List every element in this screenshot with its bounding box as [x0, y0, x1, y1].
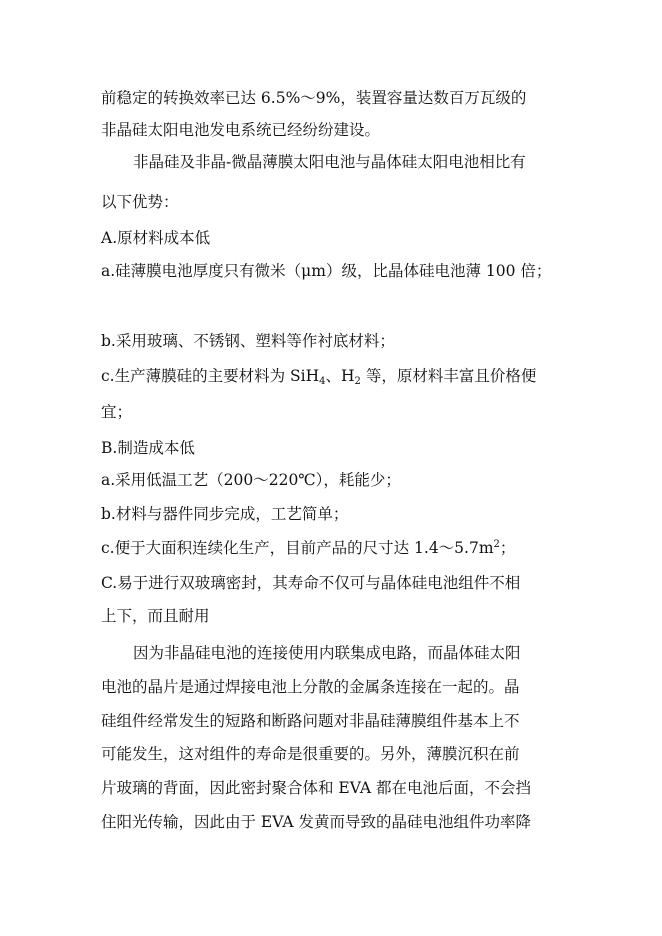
list-item	[101, 369, 536, 385]
paragraph-line: 非晶硅太阳电池发电系统已经纷纷建设。	[101, 121, 381, 139]
paragraph-line: 住阳光传输，因此由于 EVA 发黄而导致的晶硅电池组件功率降	[101, 813, 532, 831]
section-heading-continuation: 上下，而且耐用	[101, 607, 210, 625]
text-segment: 、H	[325, 367, 355, 385]
section-heading: A.原材料成本低	[101, 229, 211, 247]
paragraph-line: 非晶硅及非晶-微晶薄膜太阳电池与晶体硅太阳电池相比有	[133, 153, 526, 171]
list-item: b.材料与器件同步完成，工艺简单；	[101, 505, 349, 523]
paragraph-line: 因为非晶硅电池的连接使用内联集成电路，而晶体硅太阳	[133, 644, 521, 662]
list-item	[101, 541, 515, 557]
subscript: 2	[354, 376, 361, 387]
section-heading: C.易于进行双玻璃密封，其寿命不仅可与晶体硅电池组件不相	[101, 574, 521, 592]
paragraph-line: 电池的晶片是通过焊接电池上分散的金属条连接在一起的。晶	[101, 678, 520, 696]
text-segment: c.便于大面积连续化生产，目前产品的尺寸达 1.4～5.7m	[101, 539, 494, 557]
paragraph-line: 前稳定的转换效率已达 6.5%～9%，装置容量达数百万瓦级的	[101, 89, 527, 107]
list-item: b.采用玻璃、不锈钢、塑料等作衬底材料；	[101, 332, 395, 350]
text-segment: ；	[499, 539, 516, 557]
list-item: a.采用低温工艺（200～220℃），耗能少；	[101, 471, 401, 489]
list-item-continuation: 宜；	[101, 403, 133, 421]
section-heading: B.制造成本低	[101, 439, 195, 457]
subscript: 4	[319, 376, 326, 387]
paragraph-line: 片玻璃的背面，因此密封聚合体和 EVA 都在电池后面，不会挡	[101, 779, 532, 797]
paragraph-line: 可能发生，这对组件的寿命是很重要的。另外，薄膜沉积在前	[101, 745, 520, 763]
list-item: a.硅薄膜电池厚度只有微米（μm）级，比晶体硅电池薄 100 倍；	[101, 262, 552, 280]
paragraph-line: 以下优势：	[101, 193, 179, 211]
text-segment: c.生产薄膜硅的主要材料为 SiH	[101, 367, 320, 385]
paragraph-line: 硅组件经常发生的短路和断路问题对非晶硅薄膜组件基本上不	[101, 712, 520, 730]
text-segment: 等，原材料丰富且价格便	[360, 367, 537, 385]
superscript: 2	[493, 539, 500, 550]
